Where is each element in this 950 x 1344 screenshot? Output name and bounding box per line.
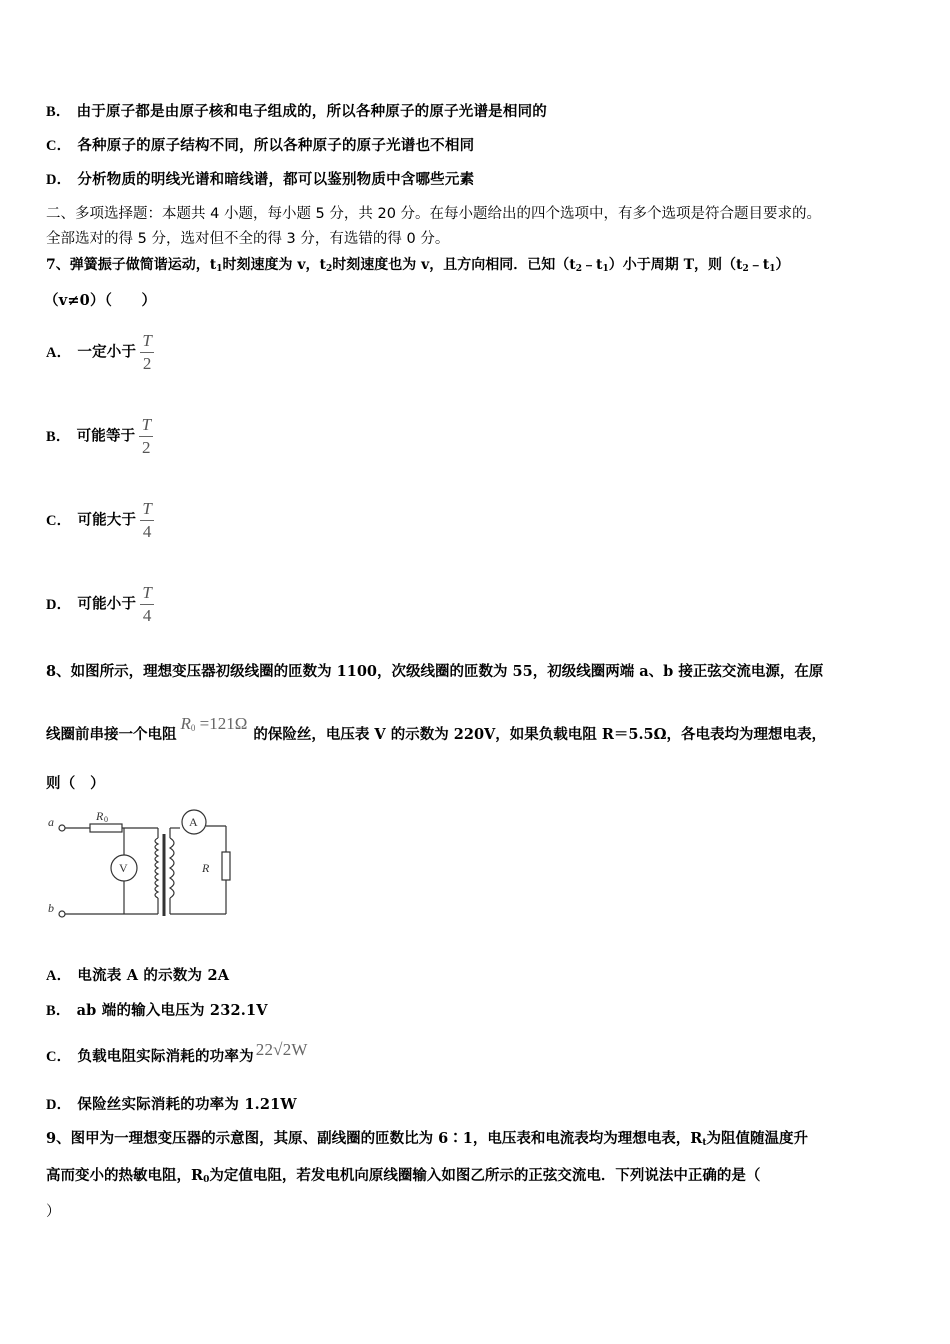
subscript: 1: [602, 264, 609, 274]
subscript: 2: [575, 264, 582, 274]
subscript: 0: [190, 723, 196, 733]
q9-stem-line1: [46, 1129, 808, 1149]
option-letter: C．: [46, 1049, 72, 1065]
option-text: ab 端的输入电压为 232.1V: [76, 1002, 268, 1019]
label-v: V: [119, 861, 128, 875]
q7-text: ）小于周期 T，则（t: [608, 257, 743, 273]
label-b: b: [48, 901, 54, 915]
primary-coil: [155, 838, 158, 898]
section-2-instructions-line1: 二、多项选择题：本题共 4 小题，每小题 5 分，共 20 分。在每小题给出的四个选项中，有多个选项是符合题目要求的。: [46, 206, 822, 222]
option-letter: C．: [46, 512, 72, 529]
secondary-coil: [170, 838, 174, 898]
subscript: 2: [742, 264, 749, 274]
label-load-r: R: [202, 861, 210, 875]
subscript: 1: [769, 264, 776, 274]
r0-value: =121Ω: [199, 714, 248, 733]
fraction: [140, 332, 154, 373]
q6-option-b: [46, 102, 547, 122]
q7-stem: [46, 255, 789, 275]
option-text: 负载电阻实际消耗的功率为: [77, 1048, 254, 1065]
q9-stem-line2: [46, 1166, 760, 1186]
q7-text: ﹣t: [748, 257, 770, 273]
section-2-instructions-line2: 全部选对的得 5 分，选对但不全的得 3 分，有选错的得 0 分。: [46, 231, 450, 247]
fraction: [140, 584, 154, 625]
subscript: 0: [203, 1175, 210, 1185]
option-letter: A．: [46, 344, 72, 361]
option-text: 可能大于: [77, 511, 137, 529]
q9-text: 9、图甲为一理想变压器的示意图，其原、副线圈的匝数比为 6∶1，电压表和电流表均为理想电表，R: [46, 1130, 703, 1147]
label-a: a: [48, 815, 54, 829]
option-text: 保险丝实际消耗的功率为 1.21W: [77, 1096, 297, 1113]
subscript: t: [702, 1138, 707, 1148]
label-r0: R: [96, 809, 104, 823]
r0-resistor: [90, 824, 122, 832]
fraction: [139, 416, 153, 457]
load-resistor: [222, 852, 230, 880]
option-text: 各种原子的原子结构不同，所以各种原子的原子光谱也不相同: [77, 137, 475, 154]
q7-text: ）: [775, 257, 790, 273]
q8-option-c: [46, 1040, 314, 1067]
option-letter: C．: [46, 138, 72, 154]
r0-expression: [181, 714, 248, 733]
denominator: 4: [142, 522, 152, 541]
q7-stem-line2: （v≠0）（ ）: [44, 292, 157, 309]
option-letter: A．: [46, 968, 72, 984]
fraction: [140, 500, 154, 541]
q8-option-d: [46, 1095, 297, 1115]
q7-text: ﹣t: [581, 257, 603, 273]
option-letter: B．: [46, 1003, 71, 1019]
q9-text: 高而变小的热敏电阻，R: [46, 1167, 204, 1184]
numerator: T: [139, 416, 153, 437]
numerator: T: [140, 584, 154, 605]
transformer-circuit-diagram: [46, 808, 246, 924]
q7-option-b: [46, 416, 153, 457]
option-text: 电流表 A 的示数为 2A: [77, 967, 230, 984]
numerator: T: [140, 500, 154, 521]
denominator: 2: [142, 438, 151, 457]
option-text: 可能等于: [76, 427, 136, 445]
q8-stem-line1: 8、如图所示，理想变压器初级线圈的匝数为 1100，次级线圈的匝数为 55，初级线圈两端 a、b 接正弦交流电源，在原: [46, 663, 824, 680]
option-text: 由于原子都是由原子核和电子组成的，所以各种原子的原子光谱是相同的: [76, 103, 547, 120]
r0-symbol: R: [180, 714, 191, 733]
q6-option-d: [46, 170, 474, 190]
q9-text: 为定值电阻，若发电机向原线圈输入如图乙所示的正弦交流电．下列说法中正确的是（: [209, 1167, 761, 1184]
option-letter: B．: [46, 104, 71, 120]
label-a-meter: A: [189, 815, 198, 829]
q8-option-b: [46, 1001, 268, 1021]
numerator: T: [140, 332, 154, 353]
terminal-b: [59, 911, 65, 917]
q7-text: 7、弹簧振子做简谐运动，t: [46, 257, 217, 273]
option-text: 可能小于: [77, 595, 137, 613]
q7-option-a: [46, 332, 154, 373]
label-r0-sub: 0: [104, 815, 108, 824]
option-text: 分析物质的明线光谱和暗线谱，都可以鉴别物质中含哪些元素: [77, 171, 475, 188]
q8-text: 的保险丝，电压表 V 的示数为 220V，如果负载电阻 R＝5.5Ω，各电表均为理想电表，: [253, 726, 827, 743]
q8-option-a: [46, 966, 229, 986]
q6-option-c: [46, 136, 474, 156]
denominator: 4: [142, 606, 152, 625]
option-letter: D．: [46, 172, 72, 188]
option-text: 一定小于: [77, 343, 137, 361]
power-expression: 22√2W: [255, 1040, 308, 1059]
q8-text: 线圈前串接一个电阻: [46, 726, 177, 743]
option-letter: D．: [46, 1097, 72, 1113]
q8-stem-line3: 则（ ）: [46, 775, 105, 792]
denominator: 2: [142, 354, 152, 373]
q9-stem-line3: ）: [46, 1204, 61, 1220]
q9-text: 为阻值随温度升: [706, 1130, 809, 1147]
q7-option-d: [46, 584, 154, 625]
q7-text: 时刻速度也为 v，且方向相同．已知（t: [332, 257, 576, 273]
subscript: 1: [216, 264, 223, 274]
subscript: 2: [325, 264, 333, 274]
q7-text: 时刻速度为 v，t: [222, 257, 326, 273]
option-letter: B．: [46, 428, 71, 445]
q7-option-c: [46, 500, 154, 541]
option-letter: D．: [46, 596, 72, 613]
terminal-a: [59, 825, 65, 831]
